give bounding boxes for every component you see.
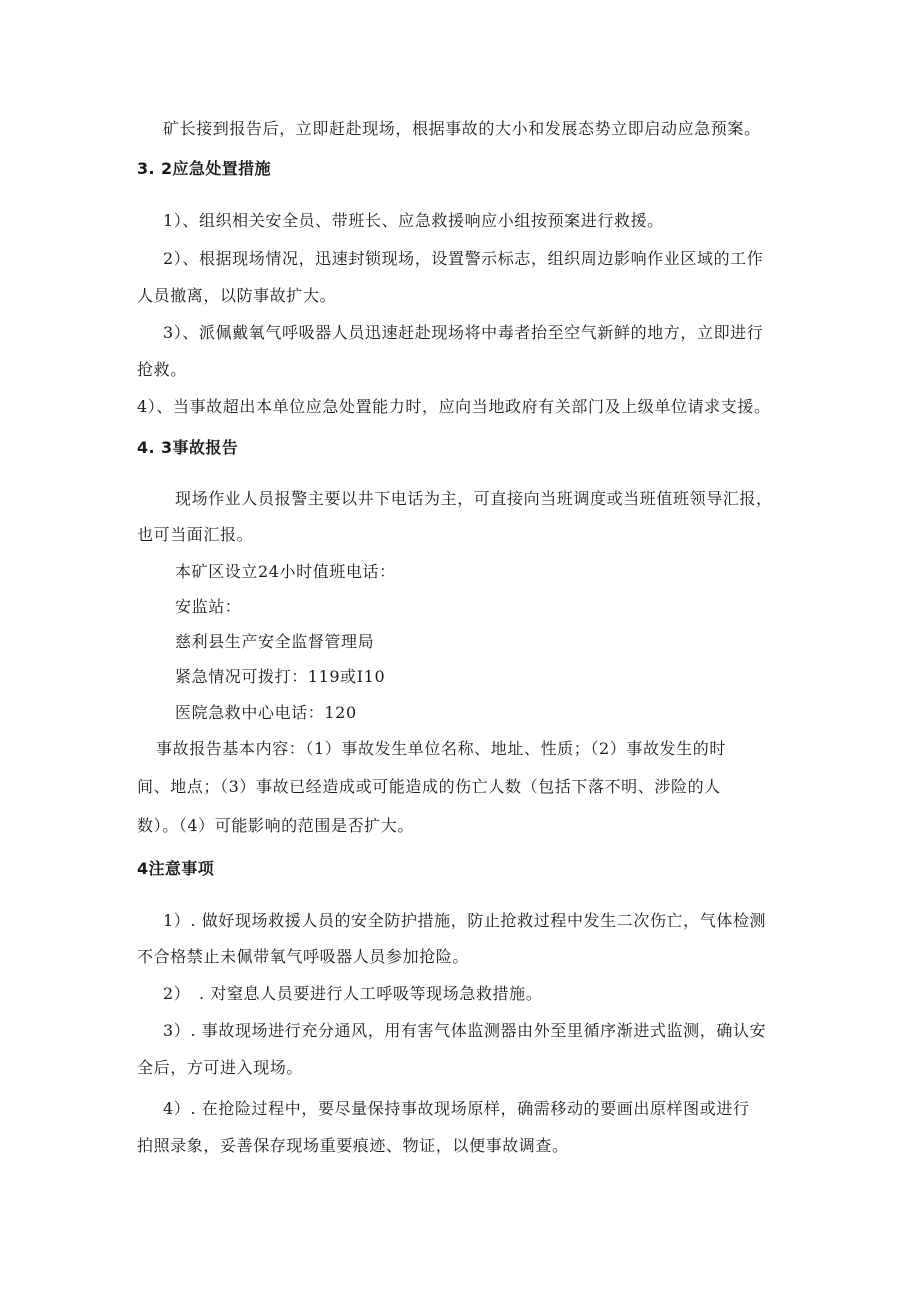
bureau-text: 慈利县生产安全监督管理局 — [175, 632, 375, 651]
measure-item-3-line-1: 3）、派佩戴氧气呼吸器人员迅速赶赴现场将中毒者抬至空气新鲜的地方，立即进行 — [163, 323, 764, 342]
section-heading-3-2: 3. 2应急处置措施 — [137, 159, 271, 178]
intro-paragraph: 矿长接到报告后，立即赶赴现场，根据事故的大小和发展态势立即启动应急预案。 — [163, 119, 761, 138]
hospital-phone-text: 医院急救中心电话：120 — [175, 703, 357, 722]
report-paragraph-line-2: 也可当面汇报。 — [137, 525, 254, 544]
section-heading-4-3: 4. 3事故报告 — [137, 438, 239, 457]
notice-item-2: 2） . 对窒息人员要进行人工呼吸等现场急救措施。 — [163, 984, 543, 1003]
measure-item-3-line-2: 抢救。 — [137, 360, 187, 379]
measure-item-2-line-1: 2）、根据现场情况，迅速封锁现场，设置警示标志，组织周边影响作业区域的工作 — [163, 249, 764, 268]
safety-station-text: 安监站： — [175, 597, 242, 616]
notice-item-3-line-2: 全后，方可进入现场。 — [137, 1058, 304, 1077]
emergency-call-text: 紧急情况可拨打：119或I10 — [175, 667, 386, 686]
notice-item-1-line-2: 不合格禁止未佩带氧气呼吸器人员参加抢险。 — [137, 947, 470, 966]
notice-item-4-line-2: 拍照录象，妥善保存现场重要痕迹、物证，以便事故调查。 — [137, 1136, 569, 1155]
notice-item-4-line-1: 4）. 在抢险过程中，要尽量保持事故现场原样，确需移动的要画出原样图或进行 — [163, 1099, 750, 1118]
notice-item-1-line-1: 1）. 做好现场救援人员的安全防护措施，防止抢救过程中发生二次伤亡，气体检测 — [163, 911, 767, 930]
report-content-line-3: 数）。（4）可能影响的范围是否扩大。 — [137, 816, 414, 835]
measure-item-1: 1）、组织相关安全员、带班长、应急救援响应小组按预案进行救援。 — [163, 211, 664, 230]
report-content-line-2: 间、地点；（3）事故已经造成或可能造成的伤亡人数（包括下落不明、涉险的人 — [137, 777, 721, 796]
notice-item-3-line-1: 3）. 事故现场进行充分通风，用有害气体监测器由外至里循序渐进式监测，确认安 — [163, 1021, 767, 1040]
report-content-line-1: 事故报告基本内容：（1）事故发生单位名称、地址、性质；（2）事故发生的时 — [156, 739, 726, 758]
hotline-text: 本矿区设立24小时值班电话： — [175, 562, 396, 581]
measure-item-4: 4）、当事故超出本单位应急处置能力时，应向当地政府有关部门及上级单位请求支援。 — [137, 397, 771, 416]
report-paragraph-line-1: 现场作业人员报警主要以井下电话为主，可直接向当班调度或当班值班领导汇报， — [175, 489, 773, 508]
measure-item-2-line-2: 人员撤离，以防事故扩大。 — [137, 286, 337, 305]
section-heading-4: 4注意事项 — [137, 859, 215, 878]
